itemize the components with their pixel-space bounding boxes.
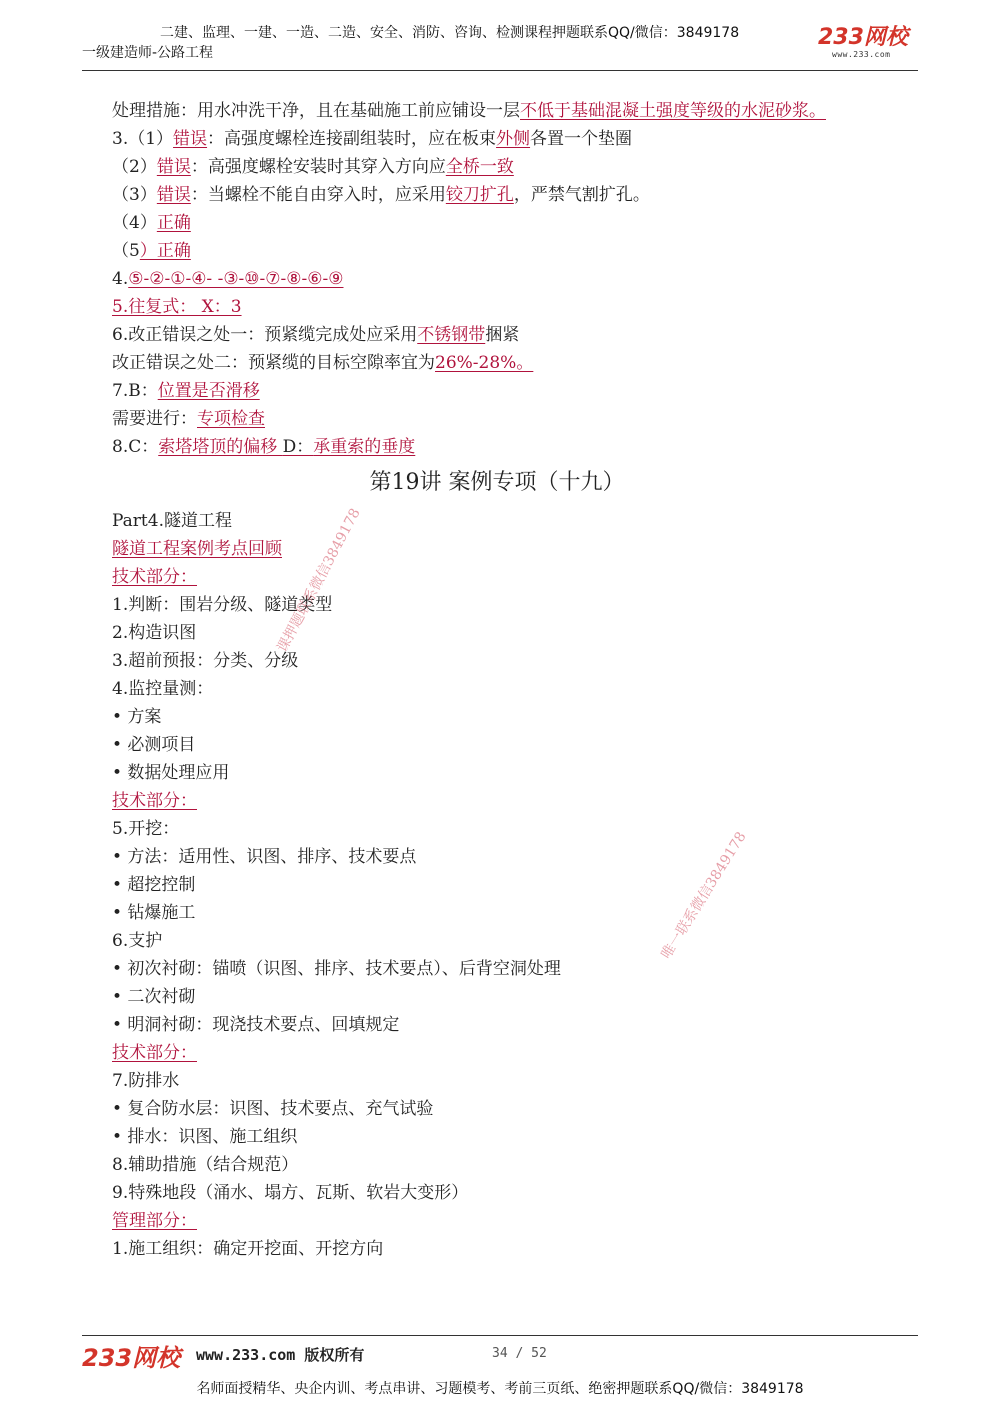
text-line — [112, 237, 912, 265]
text-line — [112, 125, 912, 153]
text-run: （5 — [112, 241, 140, 261]
text-line — [112, 1067, 912, 1095]
watermark: 课押题联系微信3849178 — [274, 505, 364, 656]
answer-highlight: 外侧 — [496, 129, 531, 149]
text-run: ：高强度螺栓连接副组装时，应在板束 — [207, 129, 497, 149]
text-run: 1.施工组织：确定开挖面、开挖方向 — [112, 1239, 384, 1259]
text-run: • 方法：适用性、识图、排序、技术要点 — [112, 847, 417, 867]
tunnel-review-section — [112, 507, 912, 1263]
text-run: Part4.隧道工程 — [112, 511, 232, 531]
text-run: • 超挖控制 — [112, 875, 196, 895]
text-run: ：当螺栓不能自由穿入时，应采用 — [190, 185, 446, 205]
text-run: 4. — [112, 269, 129, 289]
text-line — [112, 153, 912, 181]
header-banner: 二建、监理、一建、一造、二造、安全、消防、咨询、检测课程押题联系QQ/微信：3849178 — [160, 25, 740, 41]
page-content — [112, 97, 912, 1263]
answer-highlight: 全桥一致 — [445, 157, 514, 177]
text-line — [112, 927, 912, 955]
text-run: • 必测项目 — [112, 735, 196, 755]
answer-highlight: 5.往复式： X：3 — [112, 297, 242, 317]
text-line — [112, 265, 912, 293]
text-run: • 排水：识图、施工组织 — [112, 1127, 298, 1147]
text-run: • 复合防水层：识图、技术要点、充气试验 — [112, 1099, 434, 1119]
footer-divider — [82, 1335, 918, 1336]
header-subtitle: 一级建造师-公路工程 — [82, 45, 214, 61]
footer-copyright: www.233.com 版权所有 — [196, 1346, 365, 1364]
text-run: • 钻爆施工 — [112, 903, 196, 923]
answer-highlight: 承重索的垂度 — [313, 437, 416, 457]
footer-banner: 名师面授精华、央企内训、考点串讲、习题模考、考前三页纸、绝密押题联系QQ/微信：3849178 — [196, 1381, 804, 1397]
text-run: 捆紧 — [485, 325, 520, 345]
text-line — [112, 535, 912, 563]
text-run: 改正错误之处二：预紧缆的目标空隙率宜为 — [112, 353, 435, 373]
answer-highlight: 专项检查 — [197, 409, 265, 429]
text-line — [112, 675, 912, 703]
text-run: ：高强度螺栓安装时其穿入方向应 — [190, 157, 446, 177]
answer-highlight: ⑤-②-①-④- -③-⑩-⑦-⑧-⑥-⑨ — [128, 269, 344, 289]
text-run: 1.判断：围岩分级、隧道类型 — [112, 595, 333, 615]
text-line — [112, 1011, 912, 1039]
text-line — [112, 433, 912, 461]
text-run: （2） — [112, 157, 157, 177]
text-run: 8.C： — [112, 437, 159, 457]
text-run: 9.特殊地段（涌水、塌方、瓦斯、软岩大变形） — [112, 1183, 469, 1203]
text-run: 7.B： — [112, 381, 158, 401]
text-line — [112, 1123, 912, 1151]
text-run: D： — [282, 437, 314, 457]
text-line — [112, 1151, 912, 1179]
text-line — [112, 293, 912, 321]
header-logo — [818, 26, 922, 64]
text-run: （4） — [112, 213, 157, 233]
text-run: 3.超前预报：分类、分级 — [112, 651, 299, 671]
text-line — [112, 349, 912, 377]
text-line — [112, 955, 912, 983]
footer-logo: 233网校 — [82, 1344, 181, 1372]
text-line — [112, 703, 912, 731]
page-number: 34 / 52 — [492, 1346, 547, 1361]
text-run: • 初次衬砌：锚喷（识图、排序、技术要点）、后背空洞处理 — [112, 959, 561, 979]
answer-highlight: 技术部分： — [112, 567, 197, 587]
text-run: • 方案 — [112, 707, 162, 727]
section-title: 第19讲 案例专项（十九） — [369, 470, 625, 495]
text-run: 4.监控量测： — [112, 679, 214, 699]
answer-highlight: 不锈钢带 — [417, 325, 486, 345]
text-line — [112, 181, 912, 209]
text-run: 6.改正错误之处一：预紧缆完成处应采用 — [112, 325, 418, 345]
text-line — [112, 647, 912, 675]
answer-highlight: 错误 — [156, 157, 191, 177]
answer-highlight: 索塔塔顶的偏移 — [158, 437, 283, 457]
text-run: ，严禁气割扩孔。 — [513, 185, 650, 205]
text-line — [112, 843, 912, 871]
text-run: 5.开挖： — [112, 819, 180, 839]
text-line — [112, 563, 912, 591]
text-line — [112, 619, 912, 647]
answer-highlight: 26%-28%。 — [435, 353, 534, 373]
text-run: 8.辅助措施（结合规范） — [112, 1155, 299, 1175]
text-line — [112, 209, 912, 237]
answer-highlight: 错误 — [173, 129, 208, 149]
text-line — [112, 983, 912, 1011]
answer-highlight: 位置是否滑移 — [157, 381, 260, 401]
text-line — [112, 871, 912, 899]
text-run: 7.防排水 — [112, 1071, 180, 1091]
text-line — [112, 815, 912, 843]
logo-text: 233网校 — [818, 25, 908, 50]
answer-highlight: 错误 — [156, 185, 191, 205]
answers-section — [112, 97, 912, 461]
answer-highlight: ）正确 — [139, 241, 191, 261]
text-line — [112, 405, 912, 433]
text-run: 各置一个垫圈 — [530, 129, 633, 149]
text-run: • 二次衬砌 — [112, 987, 196, 1007]
text-line — [112, 1207, 912, 1235]
text-line — [112, 1235, 912, 1263]
text-line — [112, 1039, 912, 1067]
answer-highlight: 技术部分： — [112, 1043, 197, 1063]
answer-highlight: 管理部分： — [112, 1211, 197, 1231]
text-run: • 明洞衬砌：现浇技术要点、回填规定 — [112, 1015, 400, 1035]
logo-url: www.233.com — [832, 50, 891, 59]
text-run: • 数据处理应用 — [112, 763, 230, 783]
header-divider — [82, 70, 918, 71]
text-run: （3） — [112, 185, 157, 205]
text-line — [112, 899, 912, 927]
answer-highlight: 技术部分： — [112, 791, 197, 811]
text-line — [112, 321, 912, 349]
text-run: 需要进行： — [112, 409, 197, 429]
text-line — [112, 759, 912, 787]
text-line — [112, 1179, 912, 1207]
text-line — [112, 591, 912, 619]
text-line — [112, 507, 912, 535]
text-line — [112, 97, 912, 125]
text-run: 3.（1） — [112, 129, 174, 149]
text-line — [112, 1095, 912, 1123]
answer-highlight: 不低于基础混凝土强度等级的水泥砂浆。 — [520, 101, 826, 121]
text-run: 6.支护 — [112, 931, 163, 951]
text-line — [112, 787, 912, 815]
watermark: 唯一联系微信3849178 — [658, 829, 750, 962]
answer-highlight: 隧道工程案例考点回顾 — [112, 539, 282, 559]
text-run: 2.构造识图 — [112, 623, 197, 643]
text-run: 处理措施：用水冲洗干净，且在基础施工前应铺设一层 — [112, 101, 520, 121]
answer-highlight: 正确 — [156, 213, 191, 233]
text-line — [112, 377, 912, 405]
text-line — [112, 731, 912, 759]
answer-highlight: 铰刀扩孔 — [445, 185, 514, 205]
